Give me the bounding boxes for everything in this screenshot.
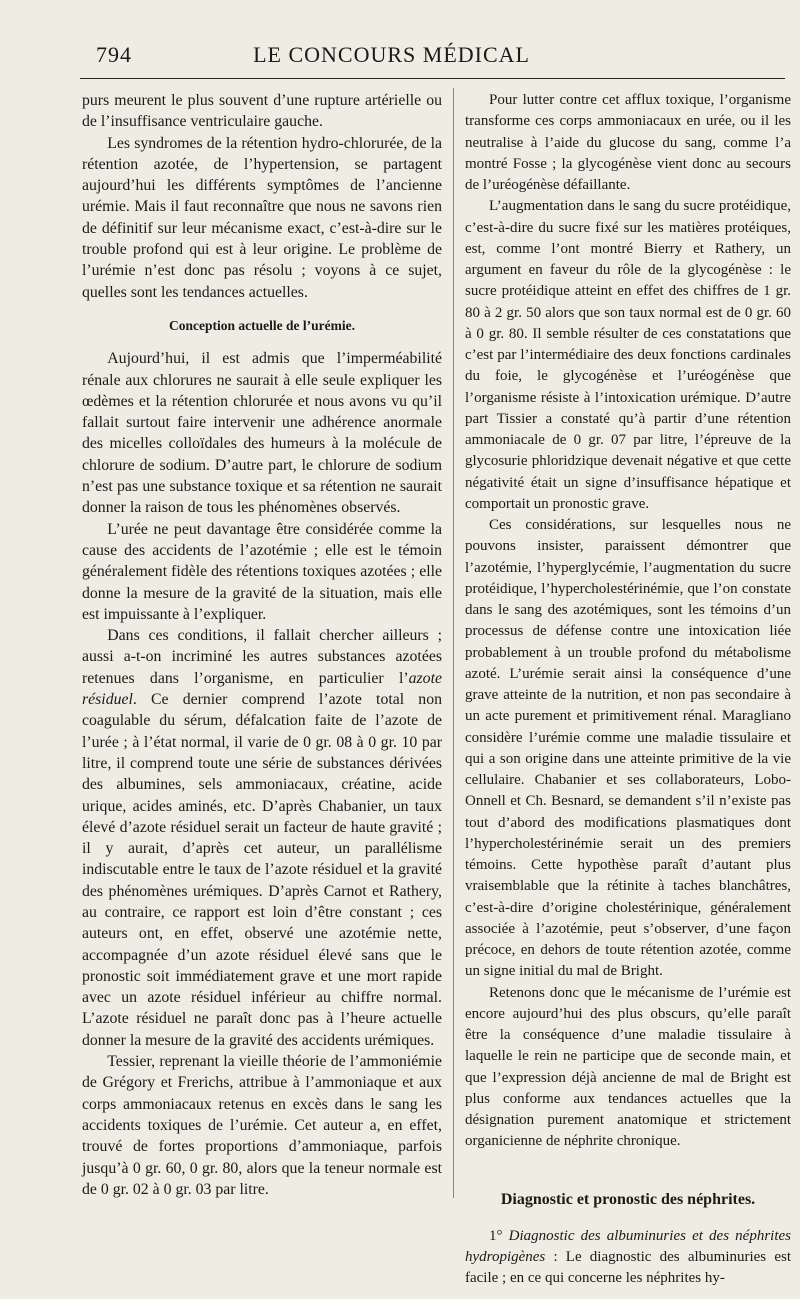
paragraph: Tessier, reprenant la vieille théorie de l’ammoniémie de Grégory et Frerichs, attribue à l’ammoniaque et aux corps ammoniacaux retenus en excès dans le sang les accidents toxiques de l’urémie. Cet auteur a, en effet, trouvé de fortes proportions d’ammoniaque, parfois jusqu’à 0 gr. 60, 0 gr. 80, alors que la teneur normale est de 0 gr. 02 à 0 gr. 03 par litre. (82, 1053, 442, 1198)
paragraph: Ces considérations, sur lesquelles nous ne pouvons insister, paraissent démontrer que l’azotémie, l’hyperglycémie, l’augmentation du sucre protéidique, l’hypercholestérinémie, que l’on constate dans le sang des azotémiques, sont les témoins d’un processus de défense contre une intoxication liée probablement à un trouble profond du métabolisme azoté. L’urémie serait ainsi la conséquence d’une grave atteinte de la nutrition, et non pas secondaire à un acte purement et primitivement rénal. Maragliano considère l’urémie comme une maladie tissulaire et qui a son origine dans une atteinte primitive de la vie cellulaire. Chabanier et ses collaborateurs, Lobo-Onnell et Ch. Besnard, se demandent s’il n’existe pas tout d’abord des modifications plasmatiques dont l’hypercholestérinémie serait un des premiers témoins. Cette hypothèse paraît d’autant plus vraisemblable que la rétinite à taches blanchâtres, c’est-à-dire d’origine cholestérinique, généralement associée à l’azotémie, peut s’observer, d’une façon précoce, en dehors de toute rétention azotée, comme un signe initial du mal de Bright. (465, 517, 791, 980)
paragraph: Pour lutter contre cet afflux toxique, l’organisme transforme ces corps ammoniacaux en urée, ou il les neutralise à l’aide du glucose du sang, comme l’a montré Fosse ; la glycogénèse vient donc au secours de l’uréogénèse défaillante. (465, 92, 791, 193)
paragraph: Les syndromes de la rétention hydro-chlorurée, de la rétention azotée, de l’hypertension, se partagent aujourd’hui les différents symptômes de l’ancienne urémie. Mais il faut reconnaître que nous ne savons rien de définitif sur leur mécanisme exact, c’est-à-dire sur le trouble profond qui est à leur origine. Le problème de l’urémie n’est donc pas résolu ; voyons à ce sujet, quelles sont les tendances actuelles. (82, 134, 442, 301)
paragraph: L’augmentation dans le sang du sucre protéidique, c’est-à-dire du sucre fixé sur les matières protéiques, est, comme l’ont montré Bierry et Rathery, un argument en faveur du rôle de la glycogénèse : le sucre protéidique atteint en effet des chiffres de 1 gr. 80 à 2 gr. 50 alors que son taux normal est de 0 gr. 60 à 0 gr. 80. Il semble résulter de ces constatations que c’est par l’intermédiaire des deux fonctions cardinales du foie, le glycogénèse et l’uréogénèse que l’organisme résiste à l’intoxication urémique. D’autre part Tissier a constaté qu’à partir d’une rétention ammoniacale de 0 gr. 07 par litre, l’épreuve de la glycosurie phloridzique devenait négative et que cette négativité était un signe d’insuffisance hépatique et comportait un pronostic grave. (465, 198, 791, 512)
paragraph (465, 1226, 791, 1290)
italic-title: Diagnostic des albuminuries et des néphrites hydropigènes (465, 1227, 792, 1265)
text-span: : Le diagnostic des albuminuries est facile ; en ce qui concerne les néphrites hy- (465, 1249, 791, 1287)
page-number: 794 (96, 42, 132, 67)
text-span: Dans ces conditions, il fallait chercher ailleurs ; aussi a-t-on incriminé les autres substances azotées retenues dans l’organisme, en particulier l’ (82, 627, 442, 687)
section-heading-diagnostic: Diagnostic et pronostic des néphrites. (500, 1190, 756, 1208)
header-rule (80, 78, 785, 79)
page-header (96, 42, 760, 68)
text-span: . Ce dernier comprend l’azote total non coagulable du sérum, défalcation faite de l’azote de l’urée ; à l’état normal, il varie de 0 gr. 08 à 0 gr. 10 par litre, il comprend toute une série de substances dérivées des albumines, sels ammoniacaux, créatine, acide urique, acides aminés, etc. D’après Chabanier, un taux élevé d’azote résiduel serait un facteur de haute gravité ; il y aurait, d’après cet auteur, un parallélisme indiscutable entre le taux de l’azote résiduel et la gravité des phénomènes urémiques. D’après Carnot et Rathery, au contraire, ce rapport est loin d’être constant ; ces auteurs ont, en effet, observé une azotémie nette, accompagnée d’un azote résiduel élevé sans que le pronostic soit immédiatement grave et une mort rapide avec un azote résiduel inférieur au chiffre normal. L’azote résiduel ne paraît donc pas à l’heure actuelle donner la mesure de la gravité des accidents urémiques. (82, 691, 442, 1049)
right-column (465, 90, 791, 1290)
subheading-uremie: Conception actuelle de l’urémie. (169, 317, 355, 333)
paragraph: Retenons donc que le mécanisme de l’urémie est encore aujourd’hui des plus obscurs, qu’elle paraît être la conséquence d’une maladie tissulaire à laquelle le rein ne participe que de seconde main, et que l’expression déjà ancienne de mal de Bright est plus conforme aux tendances actuelles que la désignation purement anatomique et strictement organicienne de néphrite chronique. (465, 984, 791, 1150)
paragraph: Aujourd’hui, il est admis que l’imperméabilité rénale aux chlorures ne saurait à elle seule expliquer les œdèmes et la rétention chlorurée et nous avons vu qu’il fallait surtout faire intervenir une adhérence anormale des micelles colloïdales des humeurs à la molécule de chlorure de sodium. D’autre part, le chlorure de sodium n’est pas une substance toxique et sa rétention ne saurait donner la raison de tous les phénomènes observés. (82, 350, 442, 517)
paragraph: purs meurent le plus souvent d’une rupture artérielle ou de l’insuffisance ventriculaire gauche. (82, 92, 442, 131)
paragraph (82, 625, 442, 1051)
journal-title: LE CONCOURS MÉDICAL (253, 42, 530, 67)
column-divider (453, 88, 454, 1198)
left-column (82, 90, 442, 1200)
paragraph: L’urée ne peut davantage être considérée comme la cause des accidents de l’azotémie ; elle est le témoin généralement fidèle des rétentions toxiques azotées ; elle donne la mesure de la gravité de la situation, mais elle est impuissante à l’expliquer. (82, 520, 442, 623)
italic-term: azote résiduel (82, 669, 442, 709)
item-number: 1° (489, 1227, 509, 1244)
